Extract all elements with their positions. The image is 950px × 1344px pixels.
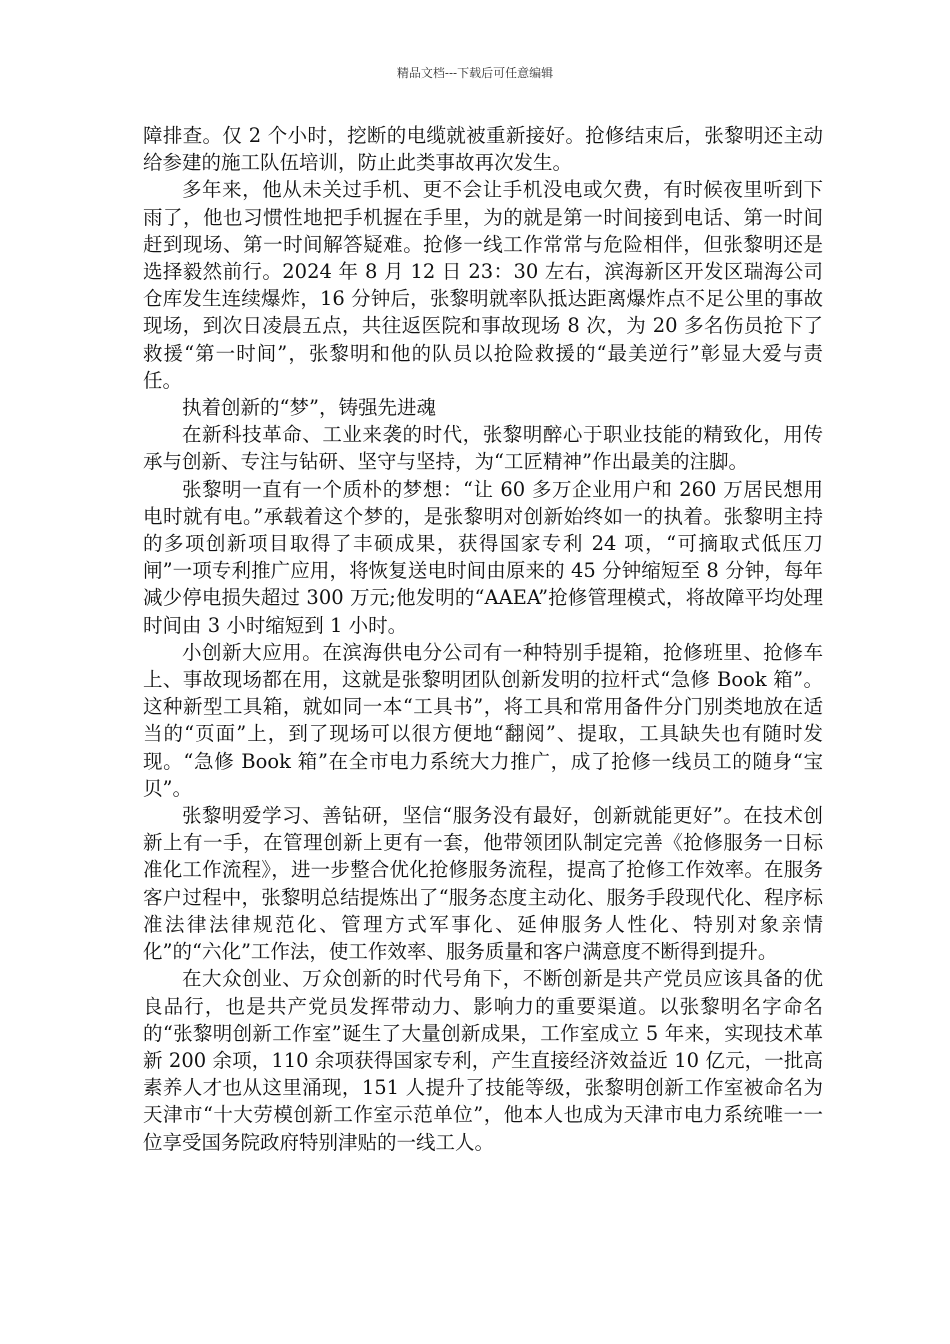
page-header: 精品文档---下载后可任意编辑 [396,66,554,80]
paragraph-management-innovation: 张黎明爱学习、善钻研，坚信“服务没有最好，创新就能更好”。在技术创新上有一手，在管理创新上更有一套，他带领团队制定完善《抢修服务一日标准化工作流程》，进一步整合优化抢修服务流程，提高了抢修工作效率。在服务客户过程中，张黎明总结提炼出了“服务态度主动化、服务手段现代化、程序标准法律法律规范化、管理方式军事化、延伸服务人性化、特别对象亲情化”的“六化”工作法，使工作效率、服务质量和客户满意度不断得到提升。 [143,804,823,964]
paragraph-dream-patents: 张黎明一直有一个质朴的梦想：“让 60 多万企业用户和 260 万居民想用电时就有电。”承载着这个梦的，是张黎明对创新始终如一的执着。张黎明主持的多项创新项目取得了丰硕成果，获得国家专利 24 项，“可摘取式低压刀闸”一项专利推广应用，将恢复送电时间由原来的 45 分钟缩短至 8 分钟，每年减少停电损失超过 300 万元;他发明的“AAEA”抢修管理模式，将故障平均处理时间由 3 小时缩短到 1 小时。 [143,477,823,637]
paragraph-book-toolbox: 小创新大应用。在滨海供电分公司有一种特别手提箱，抢修班里、抢修车上、事故现场都在用，这就是张黎明团队创新发明的拉杆式“急修 Book 箱”。这种新型工具箱，就如同一本“工具书”，将工具和常用备件分门别类地放在适当的“页面”上，到了现场可以很方便地“翻阅”、提取，工具缺失也有随时发现。“急修 Book 箱”在全市电力系统大力推广，成了抢修一线员工的随身“宝贝”。 [143,640,823,800]
paragraph-craftsman-spirit: 在新科技革命、工业来袭的时代，张黎明醉心于职业技能的精致化，用传承与创新、专注与钻研、坚守与坚持，为“工匠精神”作出最美的注脚。 [143,423,823,474]
section-heading: 执着创新的“梦”，铸强先进魂 [182,396,436,420]
paragraph-continuation: 障排查。仅 2 个小时，挖断的电缆就被重新接好。抢修结束后，张黎明还主动给参建的施工队伍培训，防止此类事故再次发生。 [143,124,823,175]
paragraph-innovation-studio: 在大众创业、万众创新的时代号角下，不断创新是共产党员应该具备的优良品行，也是共产党员发挥带动力、影响力的重要渠道。以张黎明名字命名的“张黎明创新工作室”诞生了大量创新成果，工作室成立 5 年来，实现技术革新 200 余项，110 余项获得国家专利，产生直接经济效益近 10 亿元，一批高素养人才也从这里涌现，151 人提升了技能等级，张黎明创新工作室被命名为天津市“十大劳模创新工作室示范单位”，他本人也成为天津市电力系统唯一一位享受国务院政府特别津贴的一线工人。 [143,967,823,1154]
paragraph-rescue-dedication: 多年来，他从未关过手机、更不会让手机没电或欠费，有时候夜里听到下雨了，他也习惯性地把手机握在手里，为的就是第一时间接到电话、第一时间赶到现场、第一时间解答疑难。抢修一线工作常常与危险相伴，但张黎明还是选择毅然前行。2024 年 8 月 12 日 23：30 左右，滨海新区开发区瑞海公司仓库发生连续爆炸，16 分钟后，张黎明就率队抵达距离爆炸点不足公里的事故现场，到次日凌晨五点，共往返医院和事故现场 8 次，为 20 多名伤员抢下了救援“第一时间”，张黎明和他的队员以抢险救援的“最美逆行”彰显大爱与责任。 [143,178,823,392]
document-body [143,122,823,1156]
